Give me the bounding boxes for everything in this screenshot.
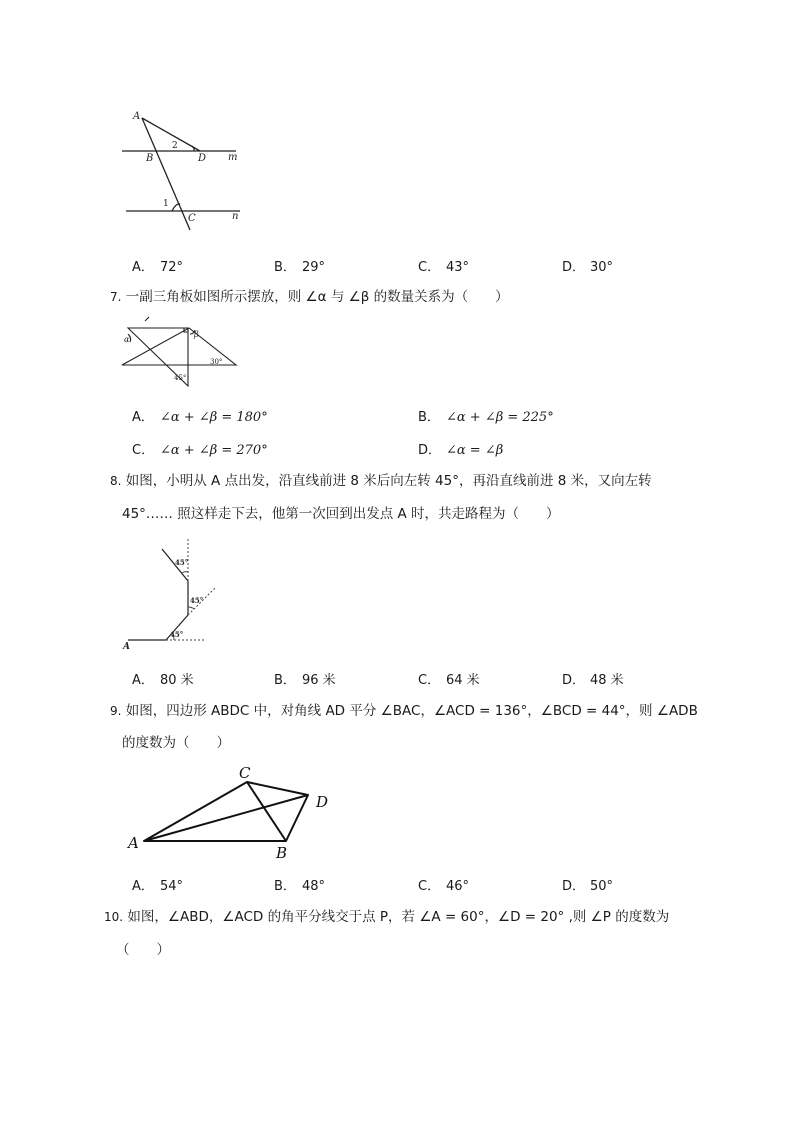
q8-option-d[interactable]: D． 48 米 bbox=[562, 673, 624, 688]
q6-option-a[interactable]: A． 72° bbox=[132, 260, 184, 275]
figure-q9-quadrilateral bbox=[126, 762, 336, 862]
label-a-start: A bbox=[123, 642, 130, 652]
q9-option-c[interactable]: C． 46° bbox=[418, 879, 470, 894]
label-vertex-b: B bbox=[276, 844, 288, 862]
q8-stem-line-1 bbox=[110, 471, 652, 491]
label-vertex-c: C bbox=[239, 764, 251, 782]
label-n: n bbox=[232, 211, 239, 222]
angle-arc-2 bbox=[188, 607, 194, 609]
label-30-deg: 30° bbox=[210, 358, 223, 366]
q8-text-1: 如图，小明从 A 点出发，沿直线前进 8 米后向左转 45°，再沿直线前进 8 米，又向左转 bbox=[125, 473, 652, 489]
q8-option-c[interactable]: C． 64 米 bbox=[418, 673, 480, 688]
label-angle-45-1: 45° bbox=[170, 630, 184, 639]
q8-stem-line-2 bbox=[122, 504, 560, 524]
q6-option-c[interactable]: C． 43° bbox=[418, 260, 470, 275]
q7-option-d[interactable]: D． ∠α = ∠β bbox=[418, 443, 504, 458]
q9-option-d[interactable]: D． 50° bbox=[562, 879, 614, 894]
q7-number: 7. bbox=[110, 290, 122, 304]
q10-stem-line-2 bbox=[116, 940, 170, 960]
label-b: B bbox=[146, 153, 154, 164]
q9-option-a[interactable]: A． 54° bbox=[132, 879, 184, 894]
label-angle-45-2: 45° bbox=[190, 596, 204, 605]
label-a: A bbox=[133, 111, 141, 122]
q6-option-b[interactable]: B． 29° bbox=[274, 260, 326, 275]
q6-option-d[interactable]: D． 30° bbox=[562, 260, 614, 275]
q8-option-a[interactable]: A． 80 米 bbox=[132, 673, 194, 688]
figure-q6-parallel-lines bbox=[110, 105, 250, 235]
label-d: D bbox=[198, 153, 207, 164]
q7-option-a[interactable]: A． ∠α + ∠β = 180° bbox=[132, 410, 268, 425]
label-vertex-a: A bbox=[128, 834, 139, 852]
q10-stem-line-1 bbox=[104, 907, 669, 927]
q8-number: 8. bbox=[110, 474, 122, 488]
q9-number: 9. bbox=[110, 704, 122, 718]
q9-text-1: 如图，四边形 ABDC 中，对角线 AD 平分 ∠BAC，∠ACD = 136°，∠BCD = 44°，则 ∠ADB bbox=[125, 703, 698, 719]
q9-option-b[interactable]: B． 48° bbox=[274, 879, 326, 894]
q8-option-b[interactable]: B． 96 米 bbox=[274, 673, 336, 688]
q9-stem-line-2 bbox=[122, 733, 230, 753]
angle-arc-3 bbox=[182, 572, 188, 573]
q7-option-c[interactable]: C． ∠α + ∠β = 270° bbox=[132, 443, 268, 458]
label-angle-1: 1 bbox=[163, 199, 169, 209]
q7-stem bbox=[110, 287, 509, 307]
quadrilateral-abdc bbox=[144, 782, 308, 841]
q10-text-1: 如图，∠ABD，∠ACD 的角平分线交于点 P，若 ∠A = 60°，∠D = 20° ,则 ∠P 的度数为 bbox=[127, 909, 670, 925]
q8-text-2: 45°…… 照这样走下去，他第一次回到出发点 A 时，共走路程为（ ） bbox=[122, 506, 560, 522]
label-vertex-d: D bbox=[316, 793, 329, 811]
q9-text-2: 的度数为（ ） bbox=[122, 735, 230, 751]
q10-number: 10. bbox=[104, 910, 124, 924]
q7-text: 一副三角板如图所示摆放，则 ∠α 与 ∠β 的数量关系为（ ） bbox=[125, 289, 509, 305]
label-beta: β bbox=[194, 330, 199, 339]
label-45-deg: 45° bbox=[174, 374, 187, 382]
label-angle-45-3: 45° bbox=[175, 558, 189, 567]
label-m: m bbox=[228, 152, 238, 163]
q9-stem-line-1 bbox=[110, 701, 698, 721]
label-alpha: α bbox=[124, 335, 130, 344]
diagonal-ad bbox=[144, 795, 308, 841]
angle-2-arc bbox=[192, 146, 194, 151]
small-mark bbox=[145, 317, 149, 321]
label-c: C bbox=[188, 213, 196, 224]
figure-q8-walking-path bbox=[122, 535, 222, 653]
label-angle-2: 2 bbox=[172, 141, 178, 151]
segment-ad bbox=[142, 118, 200, 151]
q10-text-2: （ ） bbox=[116, 942, 170, 958]
q7-option-b[interactable]: B． ∠α + ∠β = 225° bbox=[418, 410, 554, 425]
figure-q7-triangle-rulers bbox=[118, 312, 243, 387]
transversal-ac bbox=[142, 118, 190, 230]
